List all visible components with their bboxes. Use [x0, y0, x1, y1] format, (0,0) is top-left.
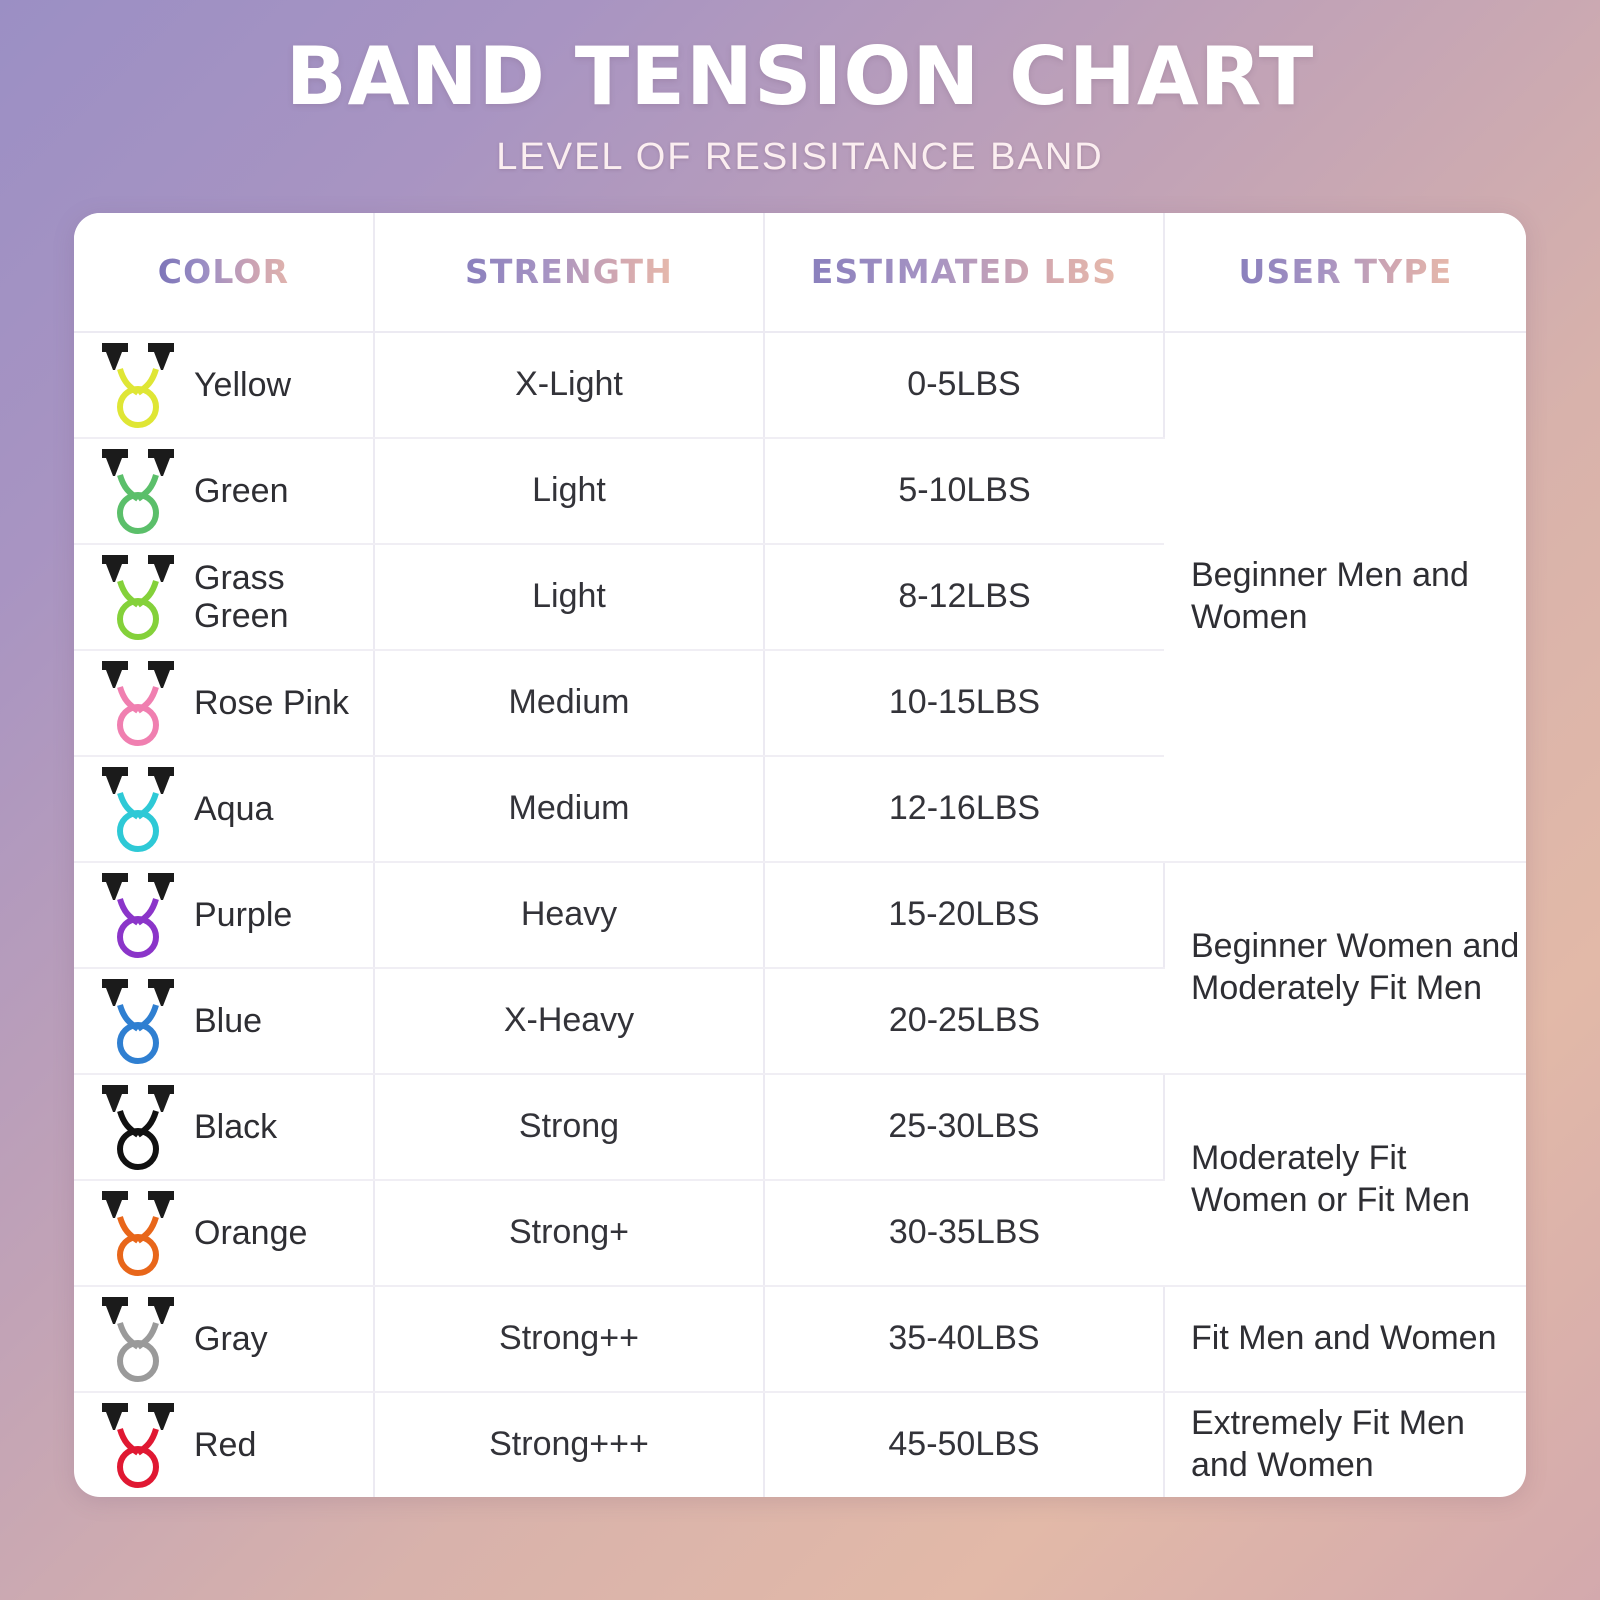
cell-user-type: Moderately Fit Women or Fit Men — [1164, 1074, 1526, 1286]
column-header-user-type-label: USER TYPE — [1238, 252, 1453, 292]
resistance-band-icon — [96, 1293, 180, 1385]
cell-estimated-lbs: 45-50LBS — [764, 1392, 1164, 1497]
resistance-band-icon — [96, 339, 180, 431]
cell-color — [74, 544, 374, 650]
cell-estimated-lbs: 0-5LBS — [764, 332, 1164, 438]
cell-strength: Strong+ — [374, 1180, 764, 1286]
cell-strength: Heavy — [374, 862, 764, 968]
color-name-label: Grass Green — [194, 558, 289, 635]
resistance-band-icon — [96, 1187, 180, 1279]
table-body — [74, 332, 1526, 1497]
resistance-band-icon — [96, 445, 180, 537]
color-name-label: Yellow — [194, 365, 292, 404]
column-header-color — [74, 213, 374, 332]
color-name-label: Rose Pink — [194, 683, 349, 722]
band-tension-table — [74, 213, 1526, 1497]
table-header — [74, 213, 1526, 332]
table-row — [74, 862, 1526, 968]
color-name-label: Purple — [194, 895, 293, 934]
cell-color — [74, 438, 374, 544]
color-cell-content — [74, 1181, 373, 1285]
color-name-label: Orange — [194, 1213, 308, 1252]
cell-color — [74, 1180, 374, 1286]
color-cell-content — [74, 545, 373, 649]
column-header-strength — [374, 213, 764, 332]
chart-card — [74, 213, 1526, 1497]
table-row — [74, 1392, 1526, 1497]
resistance-band-icon — [96, 657, 180, 749]
cell-color — [74, 862, 374, 968]
cell-user-type: Fit Men and Women — [1164, 1286, 1526, 1392]
color-cell-content — [74, 439, 373, 543]
cell-estimated-lbs: 8-12LBS — [764, 544, 1164, 650]
column-header-strength-label: STRENGTH — [464, 252, 674, 292]
color-cell-content — [74, 333, 373, 437]
color-name-label: Red — [194, 1425, 257, 1464]
cell-color — [74, 1074, 374, 1180]
cell-estimated-lbs: 25-30LBS — [764, 1074, 1164, 1180]
table-row — [74, 1286, 1526, 1392]
color-cell-content — [74, 757, 373, 861]
cell-strength: Strong++ — [374, 1286, 764, 1392]
cell-strength: Strong+++ — [374, 1392, 764, 1497]
color-cell-content — [74, 1393, 373, 1497]
cell-color — [74, 1286, 374, 1392]
page-subtitle: LEVEL OF RESISITANCE BAND — [496, 135, 1104, 178]
resistance-band-icon — [96, 975, 180, 1067]
cell-color — [74, 1392, 374, 1497]
column-header-estimated-lbs-label: ESTIMATED LBS — [810, 252, 1118, 292]
color-cell-content — [74, 969, 373, 1073]
color-name-label: Green — [194, 471, 289, 510]
table-row — [74, 332, 1526, 438]
cell-color — [74, 332, 374, 438]
cell-strength: Light — [374, 544, 764, 650]
cell-estimated-lbs: 20-25LBS — [764, 968, 1164, 1074]
cell-estimated-lbs: 5-10LBS — [764, 438, 1164, 544]
cell-strength: Medium — [374, 650, 764, 756]
color-cell-content — [74, 651, 373, 755]
column-header-user-type — [1164, 213, 1526, 332]
cell-strength: Light — [374, 438, 764, 544]
cell-user-type: Beginner Men and Women — [1164, 332, 1526, 862]
cell-estimated-lbs: 10-15LBS — [764, 650, 1164, 756]
cell-estimated-lbs: 12-16LBS — [764, 756, 1164, 862]
cell-color — [74, 968, 374, 1074]
cell-strength: Medium — [374, 756, 764, 862]
cell-strength: Strong — [374, 1074, 764, 1180]
table-header-row — [74, 213, 1526, 332]
column-header-estimated-lbs — [764, 213, 1164, 332]
cell-strength: X-Light — [374, 332, 764, 438]
cell-estimated-lbs: 30-35LBS — [764, 1180, 1164, 1286]
cell-strength: X-Heavy — [374, 968, 764, 1074]
cell-color — [74, 650, 374, 756]
cell-estimated-lbs: 15-20LBS — [764, 862, 1164, 968]
cell-estimated-lbs: 35-40LBS — [764, 1286, 1164, 1392]
color-cell-content — [74, 863, 373, 967]
color-name-label: Blue — [194, 1001, 263, 1040]
color-name-label: Black — [194, 1107, 278, 1146]
table-row — [74, 1074, 1526, 1180]
resistance-band-icon — [96, 1399, 180, 1491]
resistance-band-icon — [96, 869, 180, 961]
cell-color — [74, 756, 374, 862]
resistance-band-icon — [96, 763, 180, 855]
color-name-label: Gray — [194, 1319, 268, 1358]
resistance-band-icon — [96, 551, 180, 643]
color-cell-content — [74, 1075, 373, 1179]
color-name-label: Aqua — [194, 789, 274, 828]
page-title: BAND TENSION CHART — [285, 30, 1315, 123]
cell-user-type: Beginner Women and Moderately Fit Men — [1164, 862, 1526, 1074]
cell-user-type: Extremely Fit Men and Women — [1191, 1404, 1465, 1484]
column-header-color-label: COLOR — [157, 252, 290, 292]
resistance-band-icon — [96, 1081, 180, 1173]
color-cell-content — [74, 1287, 373, 1391]
